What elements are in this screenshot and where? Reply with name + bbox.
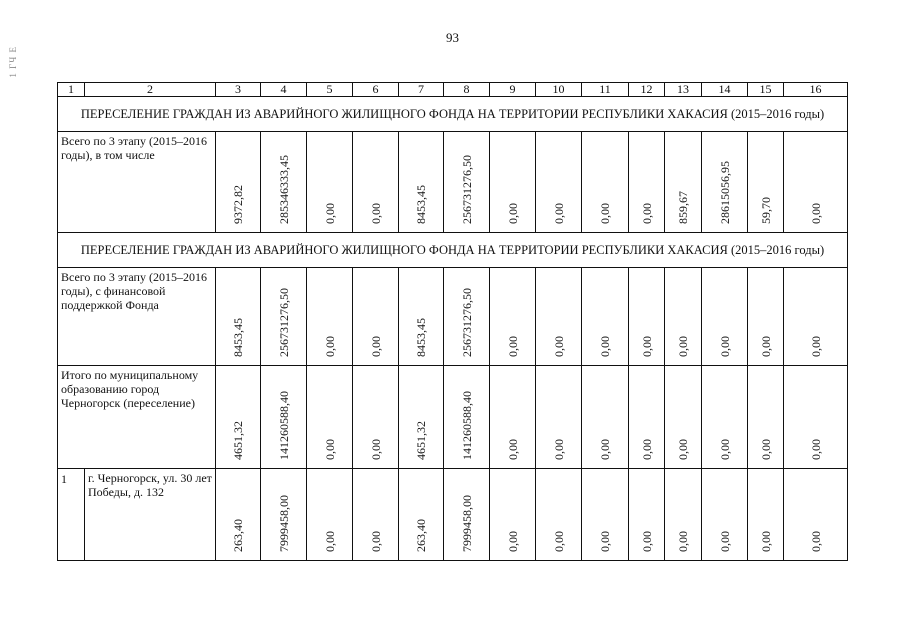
table-cell: 7999458,00 xyxy=(261,469,307,561)
row-address: г. Черногорск, ул. 30 лет Победы, д. 132 xyxy=(85,469,216,561)
column-header: 11 xyxy=(582,83,629,97)
table-cell: 256731276,50 xyxy=(261,268,307,366)
table-cell: 0,00 xyxy=(702,268,748,366)
column-header: 13 xyxy=(665,83,702,97)
table-cell: 0,00 xyxy=(307,366,353,469)
table-cell: 141260588,40 xyxy=(261,366,307,469)
table-cell: 256731276,50 xyxy=(444,268,490,366)
column-header: 2 xyxy=(85,83,216,97)
section-title: ПЕРЕСЕЛЕНИЕ ГРАЖДАН ИЗ АВАРИЙНОГО ЖИЛИЩНОГО ФОНДА НА ТЕРРИТОРИИ РЕСПУБЛИКИ ХАКАСИЯ (2015–2016 годы) xyxy=(58,97,848,132)
table-cell: 859,67 xyxy=(665,132,702,233)
table-cell: 28615056,95 xyxy=(702,132,748,233)
column-header: 16 xyxy=(784,83,848,97)
column-header: 8 xyxy=(444,83,490,97)
margin-mark: 1 ГЧ Е xyxy=(8,46,18,78)
column-header: 7 xyxy=(399,83,444,97)
table-cell: 0,00 xyxy=(665,366,702,469)
table-cell: 0,00 xyxy=(784,469,848,561)
table-cell: 0,00 xyxy=(307,268,353,366)
column-header: 5 xyxy=(307,83,353,97)
table-row xyxy=(58,469,848,561)
table-cell: 0,00 xyxy=(536,268,582,366)
column-header: 12 xyxy=(629,83,665,97)
table-cell: 0,00 xyxy=(702,366,748,469)
section-header-row xyxy=(58,233,848,268)
table-cell: 0,00 xyxy=(629,268,665,366)
table-cell: 0,00 xyxy=(702,469,748,561)
table-cell: 0,00 xyxy=(665,268,702,366)
section-header-row xyxy=(58,97,848,132)
page-number: 93 xyxy=(446,30,459,45)
table-cell: 0,00 xyxy=(353,366,399,469)
table-cell: 7999458,00 xyxy=(444,469,490,561)
table-cell: 0,00 xyxy=(748,268,784,366)
table-cell: 0,00 xyxy=(582,268,629,366)
row-label: Итого по муниципальному образованию город Черногорск (переселение) xyxy=(58,366,216,469)
table-cell: 0,00 xyxy=(665,469,702,561)
table-cell: 0,00 xyxy=(748,366,784,469)
column-header: 9 xyxy=(490,83,536,97)
table-cell: 0,00 xyxy=(784,366,848,469)
column-header: 15 xyxy=(748,83,784,97)
table-cell: 0,00 xyxy=(307,469,353,561)
table-cell: 4651,32 xyxy=(399,366,444,469)
table-cell: 256731276,50 xyxy=(444,132,490,233)
table-row xyxy=(58,132,848,233)
table-cell: 0,00 xyxy=(582,132,629,233)
table-cell: 4651,32 xyxy=(216,366,261,469)
column-header: 4 xyxy=(261,83,307,97)
table-cell: 0,00 xyxy=(748,469,784,561)
table-cell: 0,00 xyxy=(490,366,536,469)
column-header: 3 xyxy=(216,83,261,97)
table-cell: 8453,45 xyxy=(216,268,261,366)
table-cell: 285346333,45 xyxy=(261,132,307,233)
table-row xyxy=(58,366,848,469)
table-cell: 0,00 xyxy=(629,469,665,561)
table-cell: 0,00 xyxy=(582,366,629,469)
column-header: 1 xyxy=(58,83,85,97)
table-cell: 263,40 xyxy=(216,469,261,561)
table-cell: 0,00 xyxy=(353,132,399,233)
table-cell: 59,70 xyxy=(748,132,784,233)
table-cell: 263,40 xyxy=(399,469,444,561)
section-title: ПЕРЕСЕЛЕНИЕ ГРАЖДАН ИЗ АВАРИЙНОГО ЖИЛИЩНОГО ФОНДА НА ТЕРРИТОРИИ РЕСПУБЛИКИ ХАКАСИЯ (2015–2016 годы) xyxy=(58,233,848,268)
table-cell: 0,00 xyxy=(353,268,399,366)
table-cell: 0,00 xyxy=(629,132,665,233)
column-header-row xyxy=(58,83,848,97)
column-header: 14 xyxy=(702,83,748,97)
resettlement-table xyxy=(57,82,848,561)
table-cell: 8453,45 xyxy=(399,132,444,233)
table-cell: 0,00 xyxy=(490,132,536,233)
table-cell: 9372,82 xyxy=(216,132,261,233)
column-header: 10 xyxy=(536,83,582,97)
table-cell: 0,00 xyxy=(536,469,582,561)
row-number: 1 xyxy=(58,469,85,561)
table-cell: 141260588,40 xyxy=(444,366,490,469)
table-row xyxy=(58,268,848,366)
table-cell: 0,00 xyxy=(536,366,582,469)
table-cell: 8453,45 xyxy=(399,268,444,366)
row-label: Всего по 3 этапу (2015–2016 годы), в том числе xyxy=(58,132,216,233)
table-cell: 0,00 xyxy=(490,268,536,366)
table-cell: 0,00 xyxy=(307,132,353,233)
table-cell: 0,00 xyxy=(490,469,536,561)
table-cell: 0,00 xyxy=(536,132,582,233)
column-header: 6 xyxy=(353,83,399,97)
row-label: Всего по 3 этапу (2015–2016 годы), с финансовой поддержкой Фонда xyxy=(58,268,216,366)
table-cell: 0,00 xyxy=(582,469,629,561)
table-cell: 0,00 xyxy=(784,132,848,233)
table-cell: 0,00 xyxy=(353,469,399,561)
table-cell: 0,00 xyxy=(629,366,665,469)
table-cell: 0,00 xyxy=(784,268,848,366)
